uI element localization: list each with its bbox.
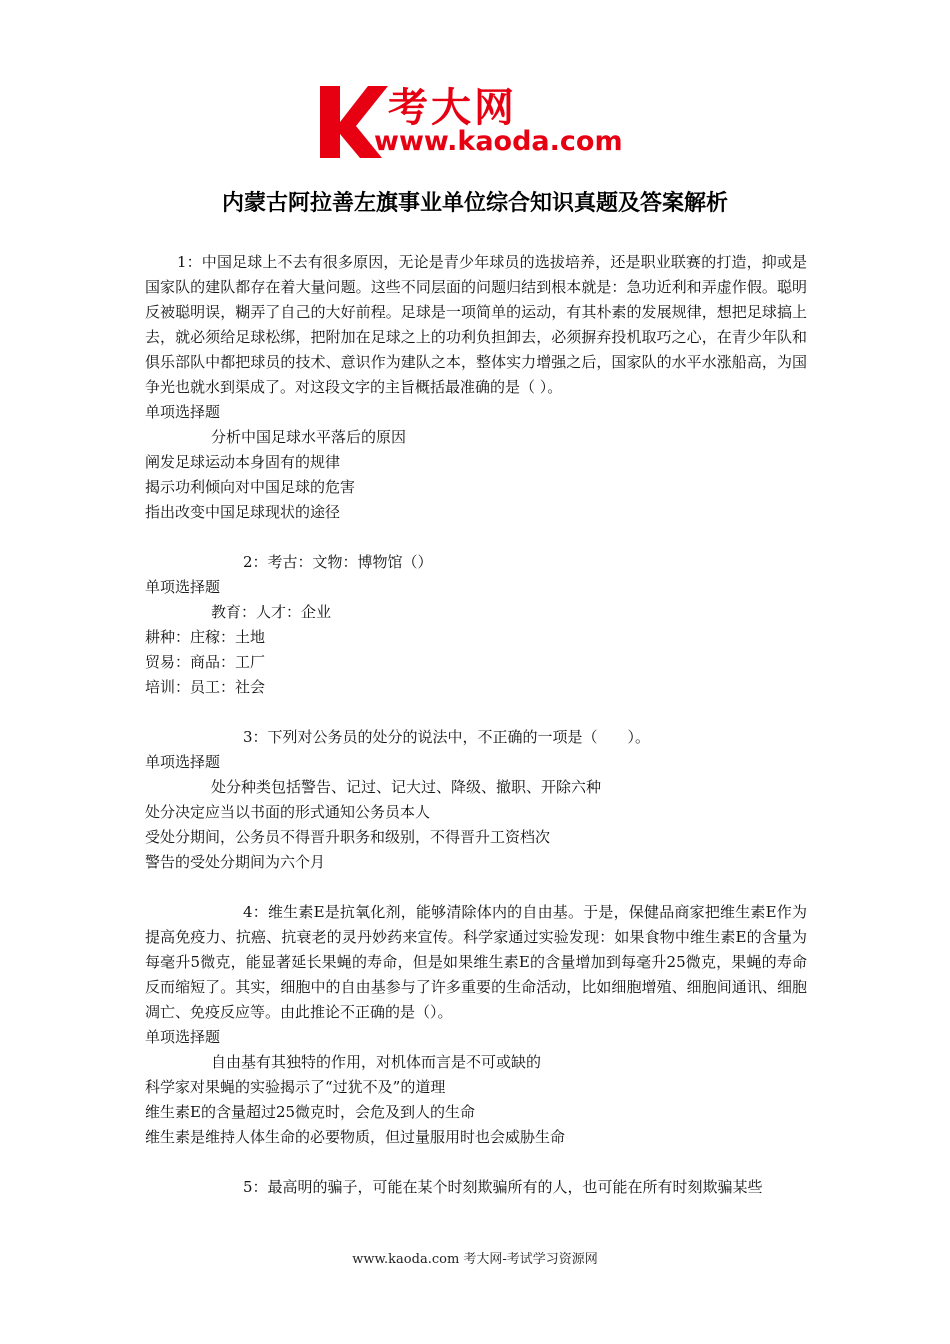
kaoda-logo [316,82,638,162]
page-footer: www.kaoda.com 考大网-考试学习资源网 [352,1252,598,1267]
logo-url: www.kaoda.com [374,126,623,157]
page-title: 内蒙古阿拉善左旗事业单位综合知识真题及答案解析 [221,191,728,216]
option-d: 警告的受处分期间为六个月 [145,853,326,871]
option-c: 贸易：商品：工厂 [145,653,266,671]
option-d: 指出改变中国足球现状的途径 [145,503,341,521]
question-list [145,250,807,1200]
question-type: 单项选择题 [145,578,221,596]
option-b: 耕种：庄稼：土地 [145,628,266,646]
question-stem: 3：下列对公务员的处分的说法中，不正确的一项是（ ）。 [243,728,651,746]
question-stem: 4：维生素E是抗氧化剂，能够清除体内的自由基。于是，保健品商家把维生素E作为提高免疫力、抗癌、抗衰老的灵丹妙药来宣传。科学家通过实验发现：如果食物中维生素E的含量为每毫升5微克，能显著延长果蝇的寿命，但是如果维生素E的含量增加到每毫升25微克，果蝇的寿命反而缩短了。其实，细胞中的自由基参与了许多重要的生命活动，比如细胞增殖、细胞间通讯、细胞凋亡、免疫反应等。由此推论不正确的是（）。 [145,903,807,1021]
question-stem: 1：中国足球上不去有很多原因，无论是青少年球员的选拔培养，还是职业联赛的打造，抑或是国家队的建队都存在着大量问题。这些不同层面的问题归结到根本就是：急功近利和弄虚作假。聪明反被聪明误，糊弄了自己的大好前程。足球是一项简单的运动，有其朴素的发展规律，想把足球搞上去，就必须给足球松绑，把附加在足球之上的功利负担卸去，必须摒弃投机取巧之心，在青少年队和俱乐部队中都把球员的技术、意识作为建队之本，整体实力增强之后，国家队的水平水涨船高，为国争光也就水到渠成了。对这段文字的主旨概括最准确的是（ ）。 [145,253,807,396]
option-a: 教育：人才：企业 [211,603,332,621]
option-d: 培训：员工：社会 [145,678,266,696]
logo-chinese-name: 考大网 [388,85,517,131]
question-type: 单项选择题 [145,1028,221,1046]
question-stem: 2：考古：文物：博物馆（） [243,553,433,571]
option-b: 科学家对果蝇的实验揭示了“过犹不及”的道理 [145,1078,446,1096]
option-a: 自由基有其独特的作用，对机体而言是不可或缺的 [211,1053,542,1071]
option-c: 揭示功利倾向对中国足球的危害 [145,478,356,496]
option-c: 维生素E的含量超过25微克时，会危及到人的生命 [145,1103,476,1121]
option-b: 处分决定应当以书面的形式通知公务员本人 [145,803,431,821]
option-c: 受处分期间，公务员不得晋升职务和级别，不得晋升工资档次 [145,828,551,846]
option-a: 处分种类包括警告、记过、记大过、降级、撤职、开除六种 [211,778,602,796]
option-d: 维生素是维持人体生命的必要物质，但过量服用时也会威胁生命 [145,1128,566,1146]
question-5 [145,1175,807,1200]
question-4 [145,900,807,1150]
question-type: 单项选择题 [145,403,221,421]
question-2 [145,550,807,700]
option-b: 阐发足球运动本身固有的规律 [145,453,341,471]
question-stem: 5：最高明的骗子，可能在某个时刻欺骗所有的人，也可能在所有时刻欺骗某些 [243,1178,763,1196]
question-3 [145,725,807,875]
option-a: 分析中国足球水平落后的原因 [211,428,407,446]
question-1 [145,250,807,525]
question-type: 单项选择题 [145,753,221,771]
